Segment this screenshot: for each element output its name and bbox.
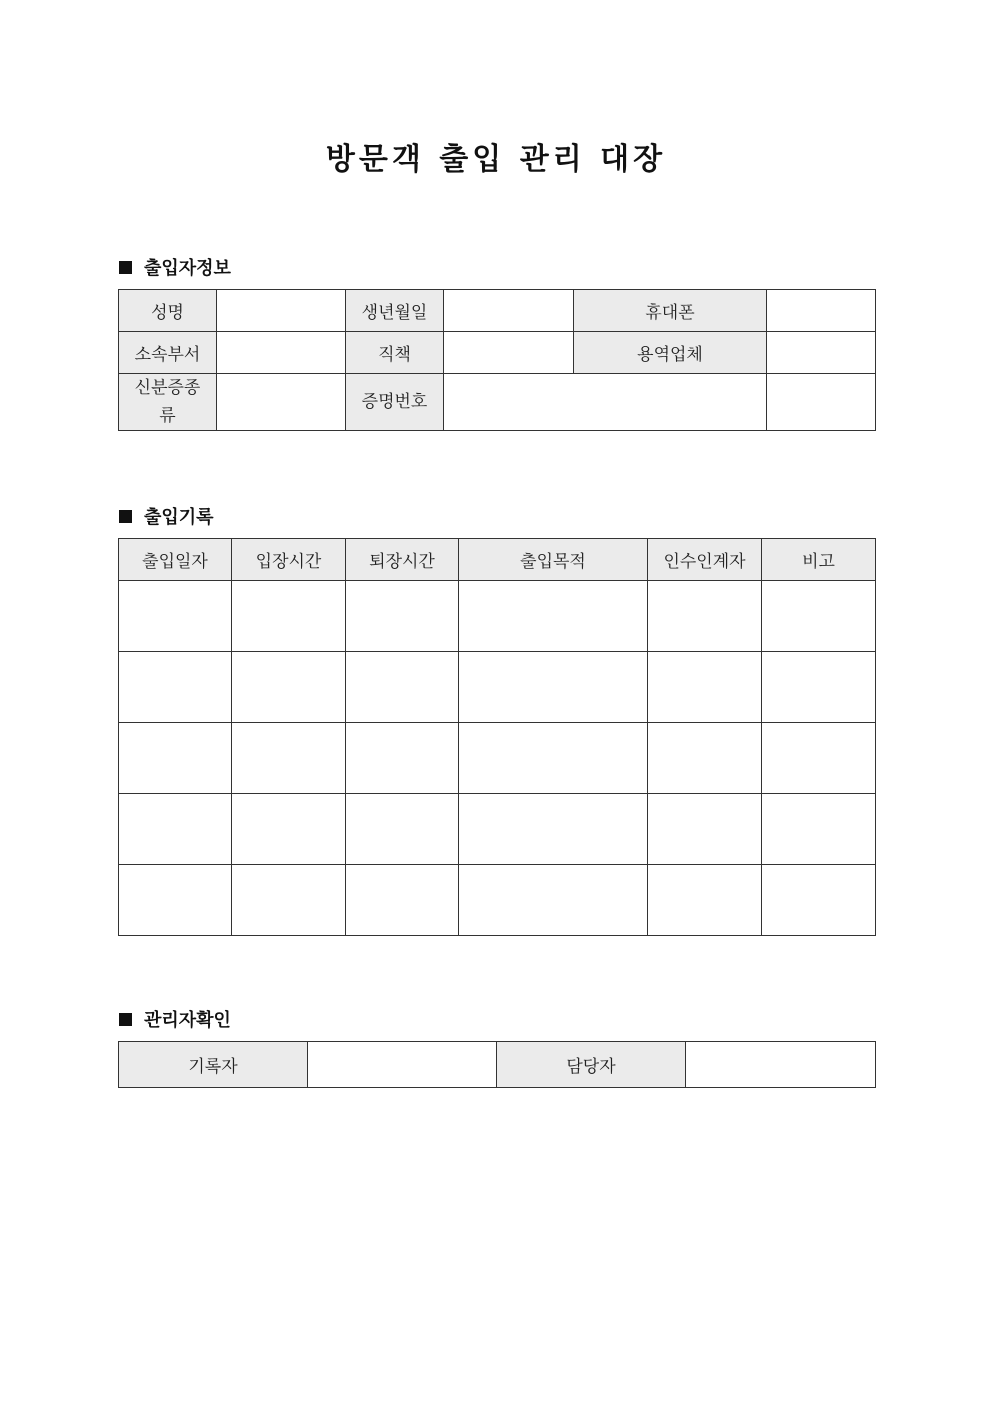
manager-label: 담당자 bbox=[497, 1042, 686, 1088]
table-cell[interactable] bbox=[459, 865, 648, 936]
section-heading-visitor-info bbox=[119, 254, 231, 280]
section-heading-manager-confirm bbox=[119, 1006, 231, 1032]
birthdate-field[interactable] bbox=[444, 290, 574, 332]
position-label: 직책 bbox=[346, 332, 444, 374]
table-cell[interactable] bbox=[119, 723, 232, 794]
name-field[interactable] bbox=[217, 290, 346, 332]
black-square-icon bbox=[119, 510, 132, 523]
table-row bbox=[119, 723, 876, 794]
position-field[interactable] bbox=[444, 332, 574, 374]
phone-label: 휴대폰 bbox=[574, 290, 767, 332]
table-cell[interactable] bbox=[459, 581, 648, 652]
visitor-info-table bbox=[118, 289, 876, 431]
column-header-entry-time: 입장시간 bbox=[232, 539, 346, 581]
black-square-icon bbox=[119, 261, 132, 274]
access-record-table bbox=[118, 538, 876, 936]
table-cell[interactable] bbox=[648, 652, 762, 723]
black-square-icon bbox=[119, 1013, 132, 1026]
table-cell[interactable] bbox=[648, 581, 762, 652]
manager-confirm-table bbox=[118, 1041, 876, 1088]
table-cell[interactable] bbox=[459, 652, 648, 723]
recorder-label: 기록자 bbox=[119, 1042, 308, 1088]
table-cell[interactable] bbox=[119, 865, 232, 936]
table-cell[interactable] bbox=[232, 652, 346, 723]
table-row bbox=[119, 794, 876, 865]
table-cell[interactable] bbox=[346, 794, 459, 865]
table-cell[interactable] bbox=[346, 865, 459, 936]
extra-field[interactable] bbox=[767, 374, 876, 431]
department-field[interactable] bbox=[217, 332, 346, 374]
table-cell[interactable] bbox=[762, 652, 876, 723]
manager-field[interactable] bbox=[686, 1042, 876, 1088]
id-number-label: 증명번호 bbox=[346, 374, 444, 431]
table-cell[interactable] bbox=[119, 794, 232, 865]
column-header-date: 출입일자 bbox=[119, 539, 232, 581]
section-heading-access-record bbox=[119, 503, 214, 529]
contractor-field[interactable] bbox=[767, 332, 876, 374]
table-cell[interactable] bbox=[232, 723, 346, 794]
table-cell[interactable] bbox=[119, 581, 232, 652]
page-title: 방문객 출입 관리 대장 bbox=[325, 142, 667, 177]
table-cell[interactable] bbox=[762, 581, 876, 652]
table-cell[interactable] bbox=[762, 794, 876, 865]
table-cell[interactable] bbox=[232, 581, 346, 652]
id-type-label: 신분증종류 bbox=[119, 374, 217, 431]
column-header-notes: 비고 bbox=[762, 539, 876, 581]
table-cell[interactable] bbox=[232, 794, 346, 865]
table-cell[interactable] bbox=[762, 865, 876, 936]
table-row bbox=[119, 581, 876, 652]
table-cell[interactable] bbox=[648, 794, 762, 865]
column-header-exit-time: 퇴장시간 bbox=[346, 539, 459, 581]
recorder-field[interactable] bbox=[308, 1042, 497, 1088]
id-number-field[interactable] bbox=[444, 374, 767, 431]
table-cell[interactable] bbox=[232, 865, 346, 936]
table-cell[interactable] bbox=[648, 865, 762, 936]
id-type-field[interactable] bbox=[217, 374, 346, 431]
section-heading-label: 출입기록 bbox=[144, 507, 214, 528]
birthdate-label: 생년월일 bbox=[346, 290, 444, 332]
section-heading-label: 관리자확인 bbox=[144, 1010, 231, 1031]
name-label: 성명 bbox=[119, 290, 217, 332]
table-cell[interactable] bbox=[459, 723, 648, 794]
table-cell[interactable] bbox=[459, 794, 648, 865]
table-header-row bbox=[119, 539, 876, 581]
department-label: 소속부서 bbox=[119, 332, 217, 374]
section-heading-label: 출입자정보 bbox=[144, 258, 231, 279]
table-cell[interactable] bbox=[119, 652, 232, 723]
table-cell[interactable] bbox=[346, 723, 459, 794]
table-cell[interactable] bbox=[648, 723, 762, 794]
phone-field[interactable] bbox=[767, 290, 876, 332]
table-row bbox=[119, 865, 876, 936]
column-header-purpose: 출입목적 bbox=[459, 539, 648, 581]
column-header-handover: 인수인계자 bbox=[648, 539, 762, 581]
contractor-label: 용역업체 bbox=[574, 332, 767, 374]
table-cell[interactable] bbox=[346, 652, 459, 723]
table-cell[interactable] bbox=[346, 581, 459, 652]
table-row bbox=[119, 652, 876, 723]
table-cell[interactable] bbox=[762, 723, 876, 794]
